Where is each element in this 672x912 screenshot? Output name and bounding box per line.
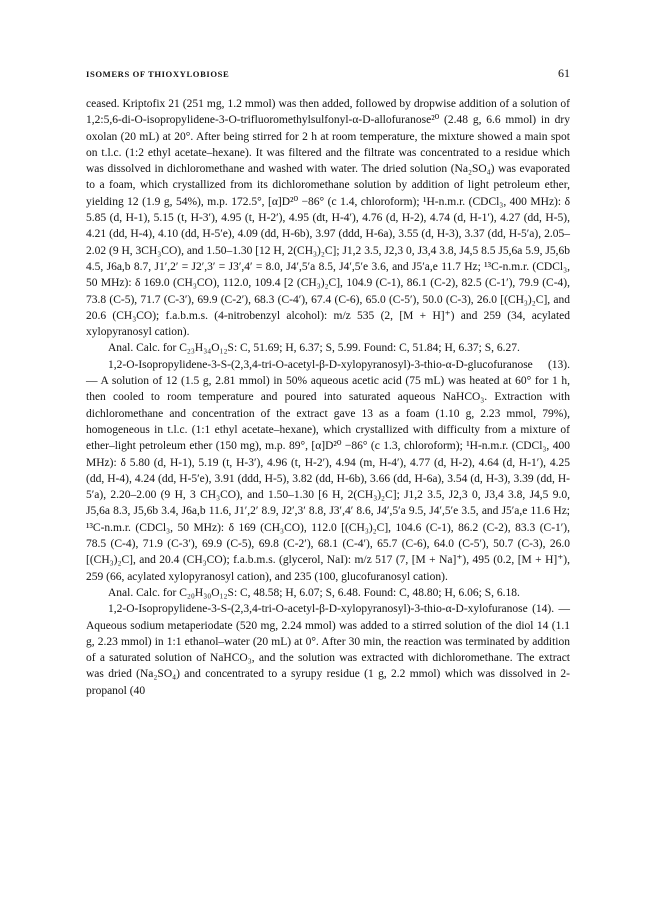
running-head: ISOMERS OF THIOXYLOBIOSE (86, 69, 230, 79)
paragraph-compound-13: 1,2-O-Isopropylidene-3-S-(2,3,4-tri-O-acetyl-β-D-xylopyranosyl)-3-thio-α-D-glucofuranose (13). — A solution of 12 (1.5 g, 2.81 mmol) in 50% aqueous acetic acid (75 mL) was heated at 60° for 1 h, then cooled to room temperature and poured into saturated aqueous NaHCO₃. Extraction with dichloromethane and concentration of the extract gave 13 as a foam (1.10 g, 2.23 mmol, 79%), homogeneous in t.l.c. (1:1 ethyl acetate–hexane), which crystallized with difficulty from a mixture of ether–light petroleum ether (150 mg), m.p. 89°, [α]D²⁰ −86° (c 1.3, chloroform); ¹H-n.m.r. (CDCl₃, 400 MHz): δ 5.80 (d, H-1), 5.19 (t, H-3′), 4.96 (t, H-2′), 4.94 (m, H-4′), 4.77 (d, H-2), 4.64 (d, H-1′), 4.25 (dd, H-4), 4.24 (dd, H-5′e), 3.91 (ddd, H-5), 3.82 (dd, H-6b), 3.66 (dd, H-6a), 3.54 (d, H-3), 3.39 (dd, H-5′a), 2.20–2.00 (9 H, 3 CH₃CO), and 1.50–1.30 [6 H, 2(CH₃)₂C]; J1,2 3.5, J2,3 0, J3,4 3.8, J4,5 9.0, J5,6a 8.3, J5,6b 3.4, J6a,b 11.6, J1′,2′ 8.9, J2′,3′ 8.8, J3′,4′ 8.6, J4′,5′a 9.5, J4′,5′e 3.5, and J5′a,e 11.6 Hz; ¹³C-n.m.r. (CDCl₃, 50 MHz): δ 169 (CH₃CO), 112.0 [(CH₃)₂C], 104.6 (C-1), 86.2 (C-2), 83.3 (C-1′), 78.5 (C-4), 71.9 (C-3′), 69.9 (C-5), 69.8 (C-2′), 68.1 (C-4′), 65.7 (C-6), 64.0 (C-5′), 50.7 (C-3), 26.0 [(CH₃)₂C], and 20.4 (CH₃CO); f.a.b.m.s. (glycerol, NaI): m/z 517 (7, [M + Na]⁺), 495 (0.2, [M + H]⁺), 259 (66, acylated xylopyranosyl cation), and 235 (100, glucofuranosyl cation). (86, 358, 570, 583)
page-header (86, 66, 570, 96)
paragraph-anal-12: Anal. Calc. for C₂₃H₃₄O₁₂S: C, 51.69; H, 6.37; S, 5.99. Found: C, 51.84; H, 6.37; S, 6.27. (108, 342, 520, 355)
paragraph-anal-13: Anal. Calc. for C₂₀H₃₀O₁₂S: C, 48.58; H, 6.07; S, 6.48. Found: C, 48.80; H, 6.06; S, 6.18. (108, 586, 520, 599)
journal-page (86, 66, 570, 699)
paragraph-compound-14: 1,2-O-Isopropylidene-3-S-(2,3,4-tri-O-acetyl-β-D-xylopyranosyl)-3-thio-α-D-xylofuranose (14). — Aqueous sodium metaperiodate (520 mg, 2.24 mmol) was added to a stirred solution of the diol 14 (1.1 g, 2.23 mmol) in 1:1 ethanol–water (20 mL) at 0°. After 30 min, the reaction was terminated by addition of a saturated solution of NaHCO₃, and the solution was extracted with dichloromethane. The extract was dried (Na₂SO₄) and concentrated to a syrupy residue (1 g, 2.2 mmol) which was dissolved in 2-propanol (40 (86, 603, 570, 697)
paragraph-compound-12-data: ceased. Kriptofix 21 (251 mg, 1.2 mmol) was then added, followed by dropwise addition of a solution of 1,2:5,6-di-O-isopropylidene-3-O-trifluoromethylsulfonyl-α-D-allofuranose²⁰ (2.48 g, 6.6 mmol) in dry oxolan (20 mL) at 20°. After being stirred for 2 h at room temperature, the mixture showed a main spot on t.l.c. (1:2 ethyl acetate–hexane). It was filtered and the filtrate was concentrated to a residue which was dissolved in dichloromethane and washed with water. The dried solution (Na₂SO₄) was evaporated to a foam, which crystallized from its dichloromethane solution by addition of light petroleum ether, yielding 12 (1.9 g, 54%), m.p. 172.5°, [α]D²⁰ −86° (c 1.4, chloroform); ¹H-n.m.r. (CDCl₃, 400 MHz): δ 5.85 (d, H-1), 5.15 (t, H-3′), 4.95 (t, H-2′), 4.95 (dt, H-4′), 4.76 (d, H-2), 4.74 (d, H-1′), 4.27 (dd, H-5), 4.21 (dd, H-4), 4.10 (dd, H-5′e), 4.09 (dd, H-6b), 3.97 (ddd, H-6a), 3.55 (d, H-3), 3.37 (dd, H-5′a), 2.05–2.02 (9 H, 3CH₃CO), and 1.50–1.30 [12 H, 2(CH₃)₂C]; J1,2 3.5, J2,3 0, J3,4 3.8, J4,5 8.5 J5,6a 5.9, J5,6b 4.5, J6a,b 8.7, J1′,2′ = J2′,3′ = J3′,4′ = 8.0, J4′,5′a 8.5, J4′,5′e 3.6, and J5′a,e 11.7 Hz; ¹³C-n.m.r. (CDCl₃, 50 MHz): δ 169.0 (CH₃CO), 112.0, 109.4 [2 (CH₃)₂C], 104.9 (C-1), 86.1 (C-2), 82.5 (C-1′), 79.9 (C-4), 73.8 (C-5), 71.7 (C-3′), 69.9 (C-2′), 68.3 (C-4′), 67.4 (C-6), 65.0 (C-5′), 50.0 (C-3), 26.0 [(CH₃)₂C], and 20.6 (CH₃CO); f.a.b.m.s. (4-nitrobenzyl alcohol): m/z 535 (2, [M + H]⁺) and 259 (34, acylated xylopyranosyl cation). (86, 98, 570, 339)
page-number: 61 (558, 66, 570, 80)
